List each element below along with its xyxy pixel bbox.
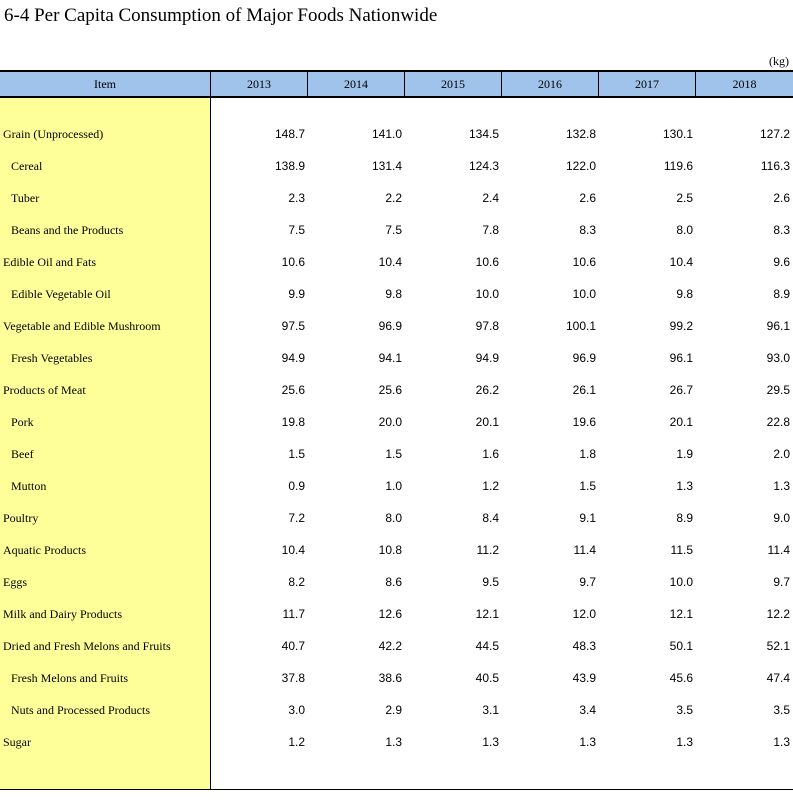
table-row: [0, 407, 793, 439]
row-value: 9.8: [385, 287, 402, 301]
table-row: [0, 439, 793, 471]
table-row: [0, 599, 793, 631]
row-value: 96.1: [766, 319, 790, 333]
row-value: 148.7: [274, 127, 305, 141]
row-value: 38.6: [378, 671, 402, 685]
row-value: 10.4: [281, 543, 305, 557]
row-label: Edible Vegetable Oil: [11, 287, 111, 301]
row-value: 8.6: [385, 575, 402, 589]
row-value: 11.5: [670, 543, 693, 557]
row-value: 11.2: [476, 543, 499, 557]
row-value: 8.0: [676, 223, 693, 237]
row-value: 2.5: [676, 191, 693, 205]
row-value: 26.2: [475, 383, 499, 397]
row-value: 1.3: [676, 479, 693, 493]
row-value: 12.1: [475, 607, 499, 621]
header-year: 2016: [502, 72, 599, 96]
row-value: 8.0: [385, 511, 402, 525]
row-value: 130.1: [662, 127, 693, 141]
row-value: 8.9: [676, 511, 693, 525]
row-label: Milk and Dairy Products: [3, 607, 122, 621]
row-value: 96.9: [572, 351, 596, 365]
row-value: 8.3: [773, 223, 790, 237]
row-value: 9.7: [579, 575, 596, 589]
row-label: Beef: [11, 447, 34, 461]
row-value: 2.9: [385, 703, 402, 717]
row-value: 10.0: [475, 287, 499, 301]
row-value: 3.5: [773, 703, 790, 717]
row-value: 9.6: [773, 255, 790, 269]
table-bottom-border: [0, 789, 793, 790]
table-row: [0, 567, 793, 599]
row-value: 40.5: [475, 671, 499, 685]
row-value: 10.8: [378, 543, 402, 557]
row-value: 25.6: [281, 383, 305, 397]
row-value: 50.1: [669, 639, 693, 653]
row-label: Fresh Melons and Fruits: [11, 671, 128, 685]
row-value: 1.5: [385, 447, 402, 461]
row-label: Sugar: [3, 735, 31, 749]
row-value: 19.8: [281, 415, 305, 429]
row-value: 10.6: [572, 255, 596, 269]
row-value: 2.6: [773, 191, 790, 205]
table-row: [0, 695, 793, 727]
row-label: Vegetable and Edible Mushroom: [3, 319, 161, 333]
row-value: 48.3: [572, 639, 596, 653]
header-year: 2017: [599, 72, 696, 96]
row-value: 134.5: [468, 127, 499, 141]
row-value: 10.4: [669, 255, 693, 269]
row-value: 9.1: [579, 511, 596, 525]
row-value: 138.9: [274, 159, 305, 173]
row-value: 10.0: [669, 575, 693, 589]
row-value: 2.3: [288, 191, 305, 205]
row-value: 1.9: [676, 447, 693, 461]
row-value: 7.5: [288, 223, 305, 237]
row-value: 42.2: [378, 639, 402, 653]
row-value: 100.1: [565, 319, 596, 333]
row-value: 9.7: [773, 575, 790, 589]
row-value: 29.5: [766, 383, 790, 397]
row-value: 7.5: [385, 223, 402, 237]
row-value: 43.9: [572, 671, 596, 685]
header-year: 2014: [308, 72, 405, 96]
row-value: 52.1: [766, 639, 790, 653]
row-label: Beans and the Products: [11, 223, 124, 237]
table-row: [0, 343, 793, 375]
table-row: [0, 631, 793, 663]
row-label: Pork: [11, 415, 34, 429]
row-value: 124.3: [468, 159, 499, 173]
row-value: 141.0: [371, 127, 402, 141]
row-value: 2.0: [773, 447, 790, 461]
row-value: 20.0: [378, 415, 402, 429]
row-value: 11.7: [282, 607, 305, 621]
row-value: 20.1: [669, 415, 693, 429]
table-row: [0, 151, 793, 183]
table-row: [0, 663, 793, 695]
row-value: 7.8: [482, 223, 499, 237]
header-item: Item: [0, 72, 211, 96]
row-label: Eggs: [3, 575, 27, 589]
row-value: 1.6: [482, 447, 499, 461]
row-value: 97.5: [281, 319, 305, 333]
row-value: 8.2: [288, 575, 305, 589]
row-value: 1.3: [385, 735, 402, 749]
table-row: [0, 471, 793, 503]
header-year: 2013: [211, 72, 308, 96]
row-value: 1.0: [385, 479, 402, 493]
row-label: Poultry: [3, 511, 39, 525]
row-value: 9.8: [676, 287, 693, 301]
row-value: 1.2: [288, 735, 305, 749]
row-value: 3.5: [676, 703, 693, 717]
row-label: Aquatic Products: [3, 543, 86, 557]
row-value: 10.6: [475, 255, 499, 269]
row-value: 1.3: [773, 479, 790, 493]
row-value: 127.2: [759, 127, 790, 141]
row-label: Mutton: [11, 479, 47, 493]
row-value: 12.2: [766, 607, 790, 621]
row-value: 3.4: [579, 703, 596, 717]
row-value: 8.4: [482, 511, 499, 525]
table-row: [0, 183, 793, 215]
row-label: Dried and Fresh Melons and Fruits: [3, 639, 171, 653]
table-row: [0, 727, 793, 759]
row-value: 1.3: [676, 735, 693, 749]
row-value: 1.3: [579, 735, 596, 749]
header-year: 2015: [405, 72, 502, 96]
row-value: 19.6: [572, 415, 596, 429]
row-value: 7.2: [288, 511, 305, 525]
row-value: 2.6: [579, 191, 596, 205]
row-value: 119.6: [663, 159, 693, 173]
row-label: Edible Oil and Fats: [3, 255, 96, 269]
table-row: [0, 375, 793, 407]
row-value: 1.8: [579, 447, 596, 461]
row-value: 9.9: [288, 287, 305, 301]
row-value: 0.9: [288, 479, 305, 493]
table-row: [0, 503, 793, 535]
row-value: 131.4: [371, 159, 402, 173]
row-value: 94.9: [281, 351, 305, 365]
table-row: [0, 215, 793, 247]
row-value: 10.0: [572, 287, 596, 301]
page-title: 6-4 Per Capita Consumption of Major Foods Nationwide: [4, 5, 438, 26]
row-value: 22.8: [766, 415, 790, 429]
row-value: 45.6: [669, 671, 693, 685]
row-value: 1.3: [482, 735, 499, 749]
row-value: 3.0: [288, 703, 305, 717]
header-year: 2018: [696, 72, 793, 96]
unit-label: (kg): [769, 54, 789, 68]
row-value: 1.2: [482, 479, 499, 493]
table-row: [0, 535, 793, 567]
row-value: 10.6: [281, 255, 305, 269]
row-value: 8.9: [773, 287, 790, 301]
row-value: 37.8: [281, 671, 305, 685]
row-value: 2.4: [482, 191, 499, 205]
row-value: 26.1: [572, 383, 596, 397]
row-value: 132.8: [565, 127, 596, 141]
row-label: Tuber: [11, 191, 40, 205]
row-value: 8.3: [579, 223, 596, 237]
row-value: 10.4: [378, 255, 402, 269]
row-value: 96.9: [378, 319, 402, 333]
table-row: [0, 279, 793, 311]
consumption-table: [0, 70, 793, 790]
row-value: 12.6: [378, 607, 402, 621]
row-value: 12.1: [669, 607, 693, 621]
row-value: 11.4: [767, 543, 790, 557]
table-header: [0, 70, 793, 98]
row-value: 97.8: [475, 319, 499, 333]
row-value: 1.3: [773, 735, 790, 749]
row-value: 47.4: [766, 671, 790, 685]
row-value: 12.0: [572, 607, 596, 621]
row-value: 44.5: [475, 639, 499, 653]
row-value: 1.5: [579, 479, 596, 493]
row-value: 2.2: [385, 191, 402, 205]
row-value: 11.4: [573, 543, 596, 557]
row-value: 96.1: [669, 351, 693, 365]
table-body: [0, 119, 793, 759]
row-value: 99.2: [669, 319, 693, 333]
row-label: Grain (Unprocessed): [3, 127, 104, 141]
row-label: Fresh Vegetables: [11, 351, 93, 365]
row-value: 20.1: [475, 415, 499, 429]
row-label: Products of Meat: [3, 383, 86, 397]
table-row: [0, 311, 793, 343]
table-row: [0, 247, 793, 279]
row-value: 3.1: [482, 703, 499, 717]
row-value: 9.5: [482, 575, 499, 589]
row-label: Cereal: [11, 159, 43, 173]
row-value: 40.7: [281, 639, 305, 653]
row-value: 26.7: [669, 383, 693, 397]
row-value: 25.6: [378, 383, 402, 397]
table-row: [0, 119, 793, 151]
row-value: 1.5: [288, 447, 305, 461]
row-value: 116.3: [760, 159, 790, 173]
row-value: 94.9: [475, 351, 499, 365]
row-label: Nuts and Processed Products: [11, 703, 150, 717]
row-value: 9.0: [773, 511, 790, 525]
row-value: 93.0: [766, 351, 790, 365]
row-value: 94.1: [378, 351, 402, 365]
row-value: 122.0: [565, 159, 596, 173]
